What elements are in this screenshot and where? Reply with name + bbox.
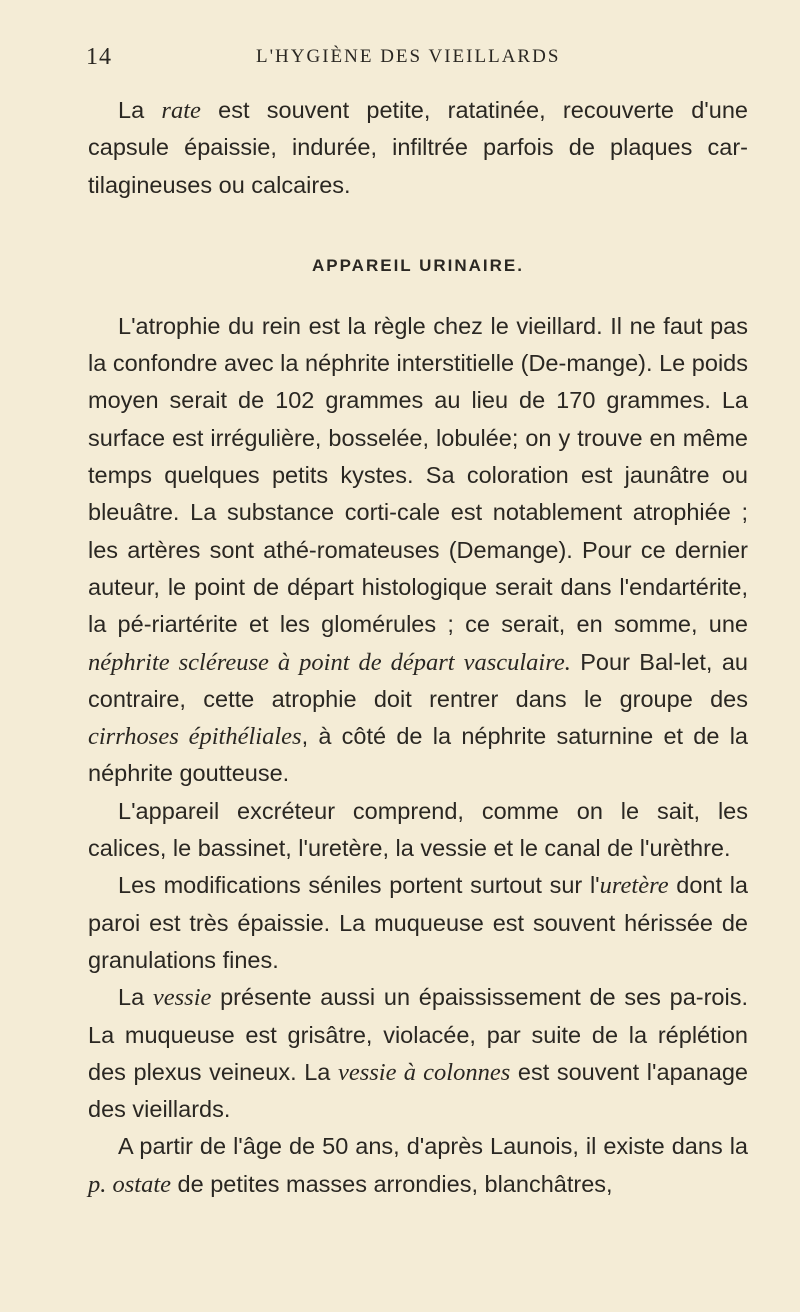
italic-term: rate <box>161 97 201 124</box>
text-run: présente aussi un épaississement de ses pa-rois. La muqueuse est grisâtre, violacée, par suite de la réplétion des plexus veineux. La <box>88 984 748 1085</box>
text-run: Les modifications séniles portent surtout sur l' <box>118 872 600 899</box>
paragraph-rate <box>88 92 748 204</box>
italic-term: uretère <box>599 872 669 900</box>
text-run: La <box>118 984 153 1011</box>
italic-term: vessie <box>152 984 212 1012</box>
paragraph-prostate <box>88 1128 748 1203</box>
text-run: est souvent petite, ratatinée, recouverte d'une capsule épaissie, indurée, infiltrée parfois de plaques car-tilagineuses ou calcaires. <box>88 97 748 198</box>
page-number: 14 <box>86 44 112 70</box>
text-run: Pour Bal-let, au contraire, cette atrophie doit rentrer dans le groupe des <box>88 648 748 712</box>
text-run: La <box>118 97 162 123</box>
text-run: est souvent l'apanage des vieillards. <box>88 1058 748 1123</box>
paragraph-appareil: L'appareil excréteur comprend, comme on le sait, les calices, le bassinet, l'uretère, la vessie et le canal de l'urèthre. <box>88 797 748 862</box>
text-run: de petites masses arrondies, blanchâtres, <box>171 1170 613 1197</box>
text-run: , à côté de la néphrite saturnine et de la néphrite goutteuse. <box>88 723 748 787</box>
italic-term: cirrhoses épithéliales <box>88 723 302 751</box>
italic-term: vessie à colonnes <box>337 1058 511 1086</box>
body-text <box>88 92 748 1203</box>
text-run: L'atrophie du rein est la règle chez le vieillard. Il ne faut pas la confondre avec la néphrite interstitielle (De-mange). Le poids moyen serait de 102 grammes au lieu de 170 grammes. La surface est irrégulière, bosselée, lobulée; on y trouve en même temps quelques petits kystes. Sa coloration est jaunâtre ou bleuâtre. La substance corti-cale est notablement atrophiée ; les artères sont athé-romateuses (Demange). Pour ce dernier auteur, le point de départ histologique serait dans l'endartérite, la pé-riartérite et les glomérules ; ce serait, en somme, une <box>88 312 748 638</box>
italic-term: néphrite scléreuse à point de départ vasculaire. <box>88 648 571 676</box>
paragraph-uretere <box>88 867 748 979</box>
italic-term: p. ostate <box>88 1170 172 1198</box>
running-head <box>86 44 726 74</box>
paragraph-atrophie <box>88 308 748 793</box>
running-title: L'HYGIÈNE DES VIEILLARDS <box>256 46 561 67</box>
section-heading: APPAREIL URINAIRE. <box>311 255 524 275</box>
text-run: A partir de l'âge de 50 ans, d'après Launois, il existe dans la <box>118 1133 748 1160</box>
paragraph-vessie <box>88 979 748 1128</box>
text-run: dont la paroi est très épaissie. La muqueuse est souvent hérissée de granulations fines. <box>88 872 748 973</box>
